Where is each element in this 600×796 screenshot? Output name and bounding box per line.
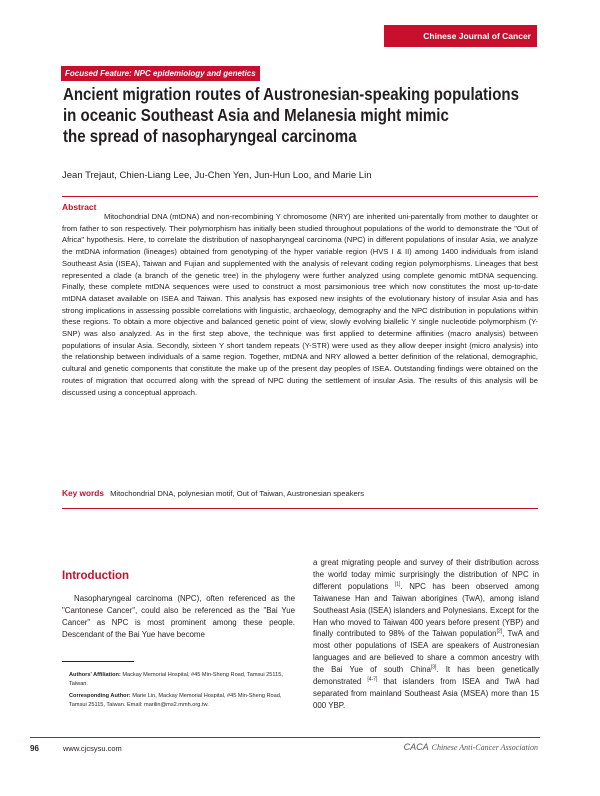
- introduction-left-column: Nasopharyngeal carcinoma (NPC), often referenced as the "Cantonese Cancer", could also be referenced as the "Bai Yue Cancer" as NPC is most prominent among these people. Descendant of the Bai Yue have become: [62, 594, 295, 639]
- journal-name: Chinese Journal of Cancer: [423, 30, 531, 41]
- affiliation-text: Mackay Memorial Hospital, #45 Min-Sheng Road, Tamsui 25115, Taiwan.: [69, 672, 283, 687]
- keywords-text: Mitochondrial DNA, polynesian motif, Out of Taiwan, Austronesian speakers: [110, 489, 365, 498]
- affiliation-label: Authors' Affiliation:: [69, 672, 121, 678]
- introduction-right-column: [313, 557, 539, 712]
- introduction-heading: Introduction: [62, 570, 130, 582]
- keywords-line: [62, 488, 364, 498]
- journal-name-banner: [384, 25, 537, 46]
- association-name: [404, 742, 538, 752]
- abstract-bottom-rule: [62, 508, 538, 509]
- association-abbr: CACA: [403, 742, 429, 752]
- corresponding-footnote: [69, 692, 298, 710]
- page-number: 96: [30, 744, 39, 753]
- journal-website[interactable]: www.cjcsysu.com: [63, 744, 122, 753]
- citation-1[interactable]: [1]: [394, 581, 401, 588]
- corresponding-text: Marie Lin, Mackay Memorial Hospital, #45 Min-Sheng Road, Tamsui 25115, Taiwan. Email: marilin@ms2.mmh.org.tw.: [69, 693, 282, 708]
- title-line-3: the spread of nasopharyngeal carcinoma: [63, 126, 357, 146]
- affiliation-footnote: [69, 671, 298, 689]
- intro-text-4: . It has been genetically demonstrated: [313, 665, 540, 687]
- intro-text-5: that islanders from ISEA and TwA had separated from mainland Southeast Asia (MSEA) more than 15 000 YBP.: [313, 677, 539, 710]
- feature-tag: [61, 66, 260, 81]
- title-line-2: in oceanic Southeast Asia and Melanesia might mimic: [63, 105, 449, 125]
- citation-2[interactable]: [2]: [496, 628, 503, 635]
- footnote-rule: [62, 661, 134, 662]
- intro-text-1: a great migrating people and survey of their distribution across the world today mimic surprisingly the distribution of NPC in different populations: [313, 558, 539, 591]
- intro-text-3: , TwA and most other populations of ISEA are speakers of Austronesian languages and are believed to share a common ancestry with the Bai Yue of south China: [313, 629, 539, 675]
- abstract-top-rule: [62, 196, 538, 197]
- feature-tag-text: Focused Feature: NPC epidemiology and genetics: [65, 69, 256, 78]
- article-title: [63, 84, 533, 147]
- association-full-name: Chinese Anti-Cancer Association: [431, 743, 538, 752]
- citation-4-7[interactable]: [4-7]: [367, 676, 378, 683]
- citation-3[interactable]: [3]: [430, 664, 437, 671]
- abstract-heading: Abstract: [62, 202, 97, 212]
- intro-text-2: . NPC has been observed among Taiwanese Han and Taiwan aborigines (TwA), among island Southeast Asia (ISEA) islanders and Polynesians. Except for the Han who moved to Taiwan 400 years before present (YBP) and finally contributed to 98% of the Taiwan population: [313, 581, 539, 639]
- title-line-1: Ancient migration routes of Austronesian-speaking populations: [63, 84, 520, 104]
- abstract-body: Mitochondrial DNA (mtDNA) and non-recombining Y chromosome (NRY) are inherited uni-parentally from mother to daughter or from father to son respectively. Their polymorphism has initially been studied throughout populations of the world to demonstrate the "Out of Africa" hypothesis. Here, to correlate the distribution of nasopharyngeal carcinoma (NPC) in different populations of insular Asia, we analyze the mtDNA information (lineages) obtained from genotyping of the hyper variable region (HVS I & II) among 1400 individuals from island Southeast Asia (ISEA), Taiwan and Fujian and supplemented with the analysis of relevant coding region polymorphisms. Lineages that best represented a clade (a branch of the genetic tree) in the phylogeny were further analyzed using complete genomic mtDNA sequencing. Finally, these complete mtDNA sequences were used to construct a most parsimonious tree which now constitutes the most up-to-date mtDNA dataset available on ISEA and Taiwan. This analysis has exposed new insights of the evolutionary history of insular Asia and has strong implications in assessing possible correlations with linguistic, archaeology, demography and the NPC distribution in populations within these regions. To obtain a more objective and balanced genetic point of view, slowly evolving biallelic Y single nucleotide polymorphism (Y-SNP) was also analyzed. As in the first step above, the technique was first applied to determine affinities (macro analysis) between populations of insular Asia. Secondly, sixteen Y short tandem repeats (Y-STR) were used as they allow deeper insight (micro analysis) into the relationship between individuals of a same region. Together, mtDNA and NRY allowed a better definition of the relational, demographic, cultural and genetic components that constitute the make up of the present day peoples of ISEA. Outstanding findings were obtained on the routes of migration that occurred along with the spread of NPC during the settlement of insular Asia. The results of this analysis will be discussed using a conceptual approach.: [62, 212, 538, 397]
- keywords-label: Key words: [62, 488, 104, 498]
- footer-rule: [30, 737, 540, 738]
- corresponding-label: Corresponding Author:: [69, 693, 131, 699]
- banner-underline: [384, 46, 537, 47]
- author-list: Jean Trejaut, Chien-Liang Lee, Ju-Chen Yen, Jun-Hun Loo, and Marie Lin: [62, 170, 372, 181]
